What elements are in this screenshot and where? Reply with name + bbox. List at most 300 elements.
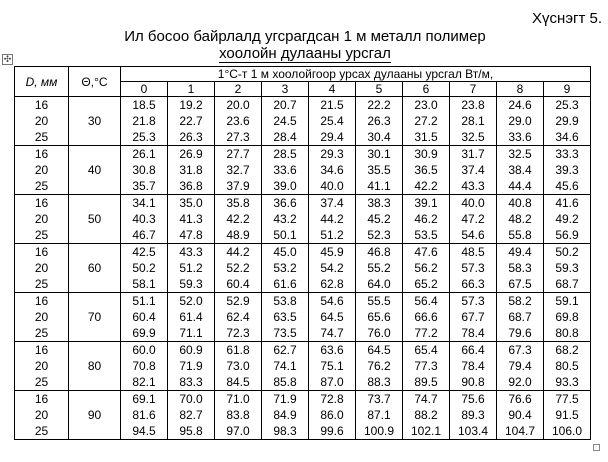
heat-flow-value: 32.5	[508, 147, 532, 161]
heat-flow-value: 46.8	[367, 245, 391, 259]
heat-flow-value: 68.2	[555, 343, 579, 357]
value-cell	[262, 195, 309, 244]
heat-flow-value: 90.8	[461, 375, 485, 389]
title-line-1: Ил босоо байрлалд угсрагдсан 1 м металл полимер	[124, 28, 486, 45]
heat-flow-value: 50.2	[132, 261, 156, 275]
heat-flow-value: 25.3	[132, 130, 156, 144]
heat-flow-value: 62.8	[320, 277, 344, 291]
heat-flow-value: 45.9	[320, 245, 344, 259]
heat-flow-value: 56.2	[414, 261, 438, 275]
index-header-3: 3	[262, 82, 309, 97]
heat-flow-value: 24.6	[508, 98, 532, 112]
heat-flow-value: 49.2	[555, 212, 579, 226]
heat-flow-value: 60.4	[226, 277, 250, 291]
value-cell	[497, 146, 544, 195]
heat-flow-value: 84.9	[273, 408, 297, 422]
value-cell	[262, 293, 309, 342]
diameter-value: 25	[34, 375, 49, 389]
heat-flow-value: 22.2	[367, 98, 391, 112]
value-cell	[403, 195, 450, 244]
heat-flow-value: 79.6	[508, 326, 532, 340]
value-cell	[309, 342, 356, 391]
heat-flow-value: 54.2	[320, 261, 344, 275]
value-cell	[121, 195, 168, 244]
heat-flow-value: 35.7	[132, 179, 156, 193]
value-cell	[309, 195, 356, 244]
heat-flow-value: 39.0	[273, 179, 297, 193]
heat-flow-value: 52.2	[226, 261, 250, 275]
heat-flow-value: 59.3	[555, 261, 579, 275]
heat-flow-value: 32.7	[226, 163, 250, 177]
value-cell	[356, 391, 403, 440]
heat-flow-value: 73.7	[367, 392, 391, 406]
table-row	[15, 97, 591, 146]
heat-flow-value: 29.4	[320, 130, 344, 144]
appendix-label: Хүснэгт 5.	[532, 10, 602, 27]
heat-flow-table	[14, 66, 591, 440]
heat-flow-value: 59.1	[555, 294, 579, 308]
header-theta: Θ,°C	[69, 67, 121, 97]
heat-flow-value: 67.3	[508, 343, 532, 357]
table-move-handle-icon[interactable]: ✣	[3, 54, 12, 64]
heat-flow-value: 53.5	[414, 228, 438, 242]
heat-flow-value: 26.3	[179, 130, 203, 144]
heat-flow-value: 74.7	[320, 326, 344, 340]
heat-flow-value: 86.0	[320, 408, 344, 422]
heat-flow-value: 47.6	[414, 245, 438, 259]
diameter-cell	[15, 391, 69, 440]
heat-flow-value: 80.8	[555, 326, 579, 340]
heat-flow-value: 56.4	[414, 294, 438, 308]
heat-flow-value: 106.0	[551, 424, 583, 438]
heat-flow-value: 31.5	[414, 130, 438, 144]
value-cell	[450, 244, 497, 293]
heat-flow-value: 71.1	[179, 326, 203, 340]
value-cell	[544, 342, 591, 391]
value-cell	[121, 293, 168, 342]
value-cell	[215, 146, 262, 195]
heat-flow-value: 75.6	[461, 392, 485, 406]
heat-flow-value: 45.0	[273, 245, 297, 259]
diameter-value: 25	[34, 424, 49, 438]
heat-flow-value: 76.0	[367, 326, 391, 340]
heat-flow-value: 31.8	[179, 163, 203, 177]
value-cell	[215, 195, 262, 244]
heat-flow-value: 66.4	[461, 343, 485, 357]
value-cell	[215, 244, 262, 293]
value-cell	[356, 146, 403, 195]
heat-flow-value: 25.4	[320, 114, 344, 128]
diameter-value: 16	[34, 196, 49, 210]
heat-flow-value: 35.5	[367, 163, 391, 177]
index-header-4: 4	[309, 82, 356, 97]
table-row	[15, 391, 591, 440]
heat-flow-value: 41.6	[555, 196, 579, 210]
value-cell	[215, 97, 262, 146]
diameter-value: 16	[34, 294, 49, 308]
heat-flow-value: 41.1	[367, 179, 391, 193]
heat-flow-value: 24.5	[273, 114, 297, 128]
heat-flow-value: 88.3	[367, 375, 391, 389]
heat-flow-value: 48.2	[508, 212, 532, 226]
index-header-0: 0	[121, 82, 168, 97]
diameter-value: 25	[34, 130, 49, 144]
value-cell	[262, 391, 309, 440]
heat-flow-value: 23.0	[414, 98, 438, 112]
heat-flow-value: 51.2	[179, 261, 203, 275]
heat-flow-value: 69.1	[132, 392, 156, 406]
value-cell	[168, 146, 215, 195]
heat-flow-value: 87.0	[320, 375, 344, 389]
heat-flow-value: 45.2	[367, 212, 391, 226]
table-row	[15, 146, 591, 195]
heat-flow-value: 46.2	[414, 212, 438, 226]
heat-flow-value: 70.0	[179, 392, 203, 406]
heat-flow-value: 54.6	[320, 294, 344, 308]
heat-flow-value: 45.6	[555, 179, 579, 193]
value-cell	[262, 146, 309, 195]
diameter-cell	[15, 97, 69, 146]
heat-flow-value: 57.3	[461, 294, 485, 308]
heat-flow-value: 30.9	[414, 147, 438, 161]
heat-flow-value: 34.1	[132, 196, 156, 210]
heat-flow-value: 29.3	[320, 147, 344, 161]
heat-flow-value: 50.1	[273, 228, 297, 242]
value-cell	[121, 244, 168, 293]
value-cell	[309, 244, 356, 293]
theta-value: 40	[69, 146, 121, 195]
value-cell	[309, 293, 356, 342]
diameter-value: 25	[34, 277, 49, 291]
index-header-8: 8	[497, 82, 544, 97]
theta-value: 60	[69, 244, 121, 293]
diameter-cell	[15, 342, 69, 391]
heat-flow-value: 76.6	[508, 392, 532, 406]
heat-flow-value: 42.5	[132, 245, 156, 259]
diameter-cell	[15, 244, 69, 293]
value-cell	[215, 293, 262, 342]
heat-flow-value: 44.4	[508, 179, 532, 193]
heat-flow-value: 99.6	[320, 424, 344, 438]
diameter-value: 20	[34, 408, 49, 422]
value-cell	[450, 146, 497, 195]
value-cell	[544, 244, 591, 293]
diameter-value: 25	[34, 228, 49, 242]
heat-flow-value: 77.2	[414, 326, 438, 340]
heat-flow-value: 26.3	[367, 114, 391, 128]
diameter-value: 20	[34, 114, 49, 128]
value-cell	[497, 342, 544, 391]
heat-flow-value: 77.5	[555, 392, 579, 406]
heat-flow-value: 102.1	[410, 424, 442, 438]
heat-flow-value: 30.8	[132, 163, 156, 177]
theta-value: 90	[69, 391, 121, 440]
heat-flow-value: 76.2	[367, 359, 391, 373]
heat-flow-value: 90.4	[508, 408, 532, 422]
heat-flow-value: 83.3	[179, 375, 203, 389]
heat-flow-value: 53.8	[273, 294, 297, 308]
heat-flow-value: 42.2	[414, 179, 438, 193]
heat-flow-value: 27.7	[226, 147, 250, 161]
heat-flow-value: 21.5	[320, 98, 344, 112]
heat-flow-value: 70.8	[132, 359, 156, 373]
heat-flow-value: 27.3	[226, 130, 250, 144]
value-cell	[309, 146, 356, 195]
heat-flow-value: 78.4	[461, 326, 485, 340]
heat-flow-value: 68.7	[508, 310, 532, 324]
value-cell	[121, 391, 168, 440]
heat-flow-value: 73.5	[273, 326, 297, 340]
value-cell	[544, 391, 591, 440]
heat-flow-value: 27.2	[414, 114, 438, 128]
heat-flow-value: 89.5	[414, 375, 438, 389]
heat-flow-value: 46.7	[132, 228, 156, 242]
value-cell	[262, 97, 309, 146]
heat-flow-value: 60.9	[179, 343, 203, 357]
value-cell	[544, 293, 591, 342]
table-row	[15, 293, 591, 342]
theta-value: 80	[69, 342, 121, 391]
value-cell	[356, 195, 403, 244]
heat-flow-value: 103.4	[457, 424, 489, 438]
heat-flow-value: 34.6	[555, 130, 579, 144]
heat-flow-value: 22.7	[179, 114, 203, 128]
diameter-value: 16	[34, 147, 49, 161]
diameter-value: 20	[34, 163, 49, 177]
value-cell	[356, 293, 403, 342]
index-header-2: 2	[215, 82, 262, 97]
heat-flow-value: 26.9	[179, 147, 203, 161]
value-cell	[403, 391, 450, 440]
heat-flow-value: 104.7	[504, 424, 536, 438]
index-header-1: 1	[168, 82, 215, 97]
heat-flow-value: 25.3	[555, 98, 579, 112]
value-cell	[262, 342, 309, 391]
value-cell	[497, 391, 544, 440]
heat-flow-value: 98.3	[273, 424, 297, 438]
heat-flow-value: 58.1	[132, 277, 156, 291]
heat-flow-value: 36.5	[414, 163, 438, 177]
value-cell	[309, 97, 356, 146]
heat-flow-value: 60.0	[132, 343, 156, 357]
heat-flow-value: 40.0	[461, 196, 485, 210]
heat-flow-value: 69.9	[132, 326, 156, 340]
heat-flow-value: 84.5	[226, 375, 250, 389]
heat-flow-value: 29.0	[508, 114, 532, 128]
value-cell	[403, 146, 450, 195]
heat-flow-value: 40.3	[132, 212, 156, 226]
heat-flow-value: 20.7	[273, 98, 297, 112]
heat-flow-value: 56.9	[555, 228, 579, 242]
heat-flow-value: 83.8	[226, 408, 250, 422]
heat-flow-value: 78.4	[461, 359, 485, 373]
diameter-value: 16	[34, 98, 49, 112]
value-cell	[497, 244, 544, 293]
heat-flow-value: 82.1	[132, 375, 156, 389]
heat-flow-value: 58.3	[508, 261, 532, 275]
heat-flow-value: 40.0	[320, 179, 344, 193]
heat-flow-value: 62.4	[226, 310, 250, 324]
index-header-9: 9	[544, 82, 591, 97]
heat-flow-value: 71.9	[179, 359, 203, 373]
heat-flow-value: 59.3	[179, 277, 203, 291]
heat-flow-value: 50.2	[555, 245, 579, 259]
diameter-value: 16	[34, 245, 49, 259]
value-cell	[497, 195, 544, 244]
heat-flow-value: 97.0	[226, 424, 250, 438]
heat-flow-value: 88.2	[414, 408, 438, 422]
heat-flow-value: 95.8	[179, 424, 203, 438]
heat-flow-value: 40.8	[508, 196, 532, 210]
heat-flow-value: 61.8	[226, 343, 250, 357]
heat-flow-value: 73.0	[226, 359, 250, 373]
value-cell	[215, 391, 262, 440]
heat-flow-value: 35.8	[226, 196, 250, 210]
heat-flow-value: 64.0	[367, 277, 391, 291]
heat-flow-value: 47.2	[461, 212, 485, 226]
value-cell	[544, 195, 591, 244]
heat-flow-value: 57.3	[461, 261, 485, 275]
heat-flow-value: 62.7	[273, 343, 297, 357]
heat-flow-value: 72.3	[226, 326, 250, 340]
value-cell	[450, 342, 497, 391]
value-cell	[168, 391, 215, 440]
value-cell	[450, 97, 497, 146]
heat-flow-value: 79.4	[508, 359, 532, 373]
heat-flow-value: 87.1	[367, 408, 391, 422]
heat-flow-value: 80.5	[555, 359, 579, 373]
value-cell	[309, 391, 356, 440]
heat-flow-value: 53.2	[273, 261, 297, 275]
value-cell	[544, 146, 591, 195]
heat-flow-value: 52.0	[179, 294, 203, 308]
heat-flow-value: 20.0	[226, 98, 250, 112]
heat-flow-value: 51.1	[132, 294, 156, 308]
index-header-7: 7	[450, 82, 497, 97]
heat-flow-value: 43.3	[179, 245, 203, 259]
theta-value: 50	[69, 195, 121, 244]
heat-flow-value: 64.5	[367, 343, 391, 357]
heat-flow-value: 35.0	[179, 196, 203, 210]
value-cell	[168, 244, 215, 293]
heat-flow-value: 69.8	[555, 310, 579, 324]
heat-flow-value: 51.2	[320, 228, 344, 242]
heat-flow-value: 30.4	[367, 130, 391, 144]
heat-flow-value: 55.8	[508, 228, 532, 242]
heat-flow-value: 54.6	[461, 228, 485, 242]
heat-flow-value: 33.6	[508, 130, 532, 144]
table-row	[15, 244, 591, 293]
value-cell	[450, 195, 497, 244]
value-cell	[450, 391, 497, 440]
heat-flow-value: 33.3	[555, 147, 579, 161]
heat-flow-value: 44.2	[226, 245, 250, 259]
heat-flow-value: 92.0	[508, 375, 532, 389]
heat-flow-value: 63.5	[273, 310, 297, 324]
value-cell	[403, 342, 450, 391]
heat-flow-value: 28.4	[273, 130, 297, 144]
heat-flow-value: 89.3	[461, 408, 485, 422]
heat-flow-value: 94.5	[132, 424, 156, 438]
heat-flow-value: 31.7	[461, 147, 485, 161]
heat-flow-value: 36.6	[273, 196, 297, 210]
header-heat-flow: 1°С-т 1 м хоолойгоор урсах дулааны урсгал Вт/м,	[121, 67, 591, 82]
heat-flow-value: 37.4	[320, 196, 344, 210]
value-cell	[450, 293, 497, 342]
heat-flow-value: 58.2	[508, 294, 532, 308]
heat-flow-value: 71.9	[273, 392, 297, 406]
diameter-value: 20	[34, 310, 49, 324]
diameter-value: 25	[34, 326, 49, 340]
heat-flow-value: 65.4	[414, 343, 438, 357]
heat-flow-value: 74.7	[414, 392, 438, 406]
heat-flow-value: 26.1	[132, 147, 156, 161]
theta-value: 70	[69, 293, 121, 342]
header-diameter: D, мм	[15, 67, 69, 97]
heat-flow-value: 36.8	[179, 179, 203, 193]
index-header-5: 5	[356, 82, 403, 97]
value-cell	[168, 97, 215, 146]
heat-flow-value: 55.5	[367, 294, 391, 308]
diameter-cell	[15, 293, 69, 342]
diameter-cell	[15, 146, 69, 195]
value-cell	[403, 97, 450, 146]
heat-flow-value: 49.4	[508, 245, 532, 259]
heat-flow-value: 48.9	[226, 228, 250, 242]
heat-flow-value: 60.4	[132, 310, 156, 324]
value-cell	[356, 97, 403, 146]
heat-flow-value: 19.2	[179, 98, 203, 112]
table-row	[15, 342, 591, 391]
value-cell	[215, 342, 262, 391]
value-cell	[497, 97, 544, 146]
heat-flow-value: 61.4	[179, 310, 203, 324]
heat-flow-value: 33.6	[273, 163, 297, 177]
diameter-value: 16	[34, 343, 49, 357]
diameter-value: 25	[34, 179, 49, 193]
heat-flow-value: 64.5	[320, 310, 344, 324]
heat-flow-value: 66.3	[461, 277, 485, 291]
heat-flow-value: 38.3	[367, 196, 391, 210]
diameter-value: 20	[34, 212, 49, 226]
heat-flow-value: 65.2	[414, 277, 438, 291]
heat-flow-value: 74.1	[273, 359, 297, 373]
heat-flow-value: 21.8	[132, 114, 156, 128]
table-title	[90, 28, 520, 63]
heat-flow-value: 52.9	[226, 294, 250, 308]
index-header-6: 6	[403, 82, 450, 97]
value-cell	[168, 342, 215, 391]
heat-flow-value: 43.2	[273, 212, 297, 226]
heat-flow-value: 28.5	[273, 147, 297, 161]
heat-flow-value: 43.3	[461, 179, 485, 193]
heat-flow-value: 82.7	[179, 408, 203, 422]
value-cell	[403, 244, 450, 293]
title-line-2: хоолойн дулааны урсгал	[219, 45, 391, 62]
heat-flow-value: 67.5	[508, 277, 532, 291]
heat-flow-value: 23.6	[226, 114, 250, 128]
table-resize-handle-icon[interactable]	[593, 444, 600, 451]
heat-flow-value: 93.3	[555, 375, 579, 389]
heat-flow-value: 23.8	[461, 98, 485, 112]
heat-flow-value: 29.9	[555, 114, 579, 128]
table-body	[15, 97, 591, 440]
diameter-value: 20	[34, 359, 49, 373]
value-cell	[403, 293, 450, 342]
heat-flow-value: 30.1	[367, 147, 391, 161]
value-cell	[497, 293, 544, 342]
heat-flow-value: 28.1	[461, 114, 485, 128]
